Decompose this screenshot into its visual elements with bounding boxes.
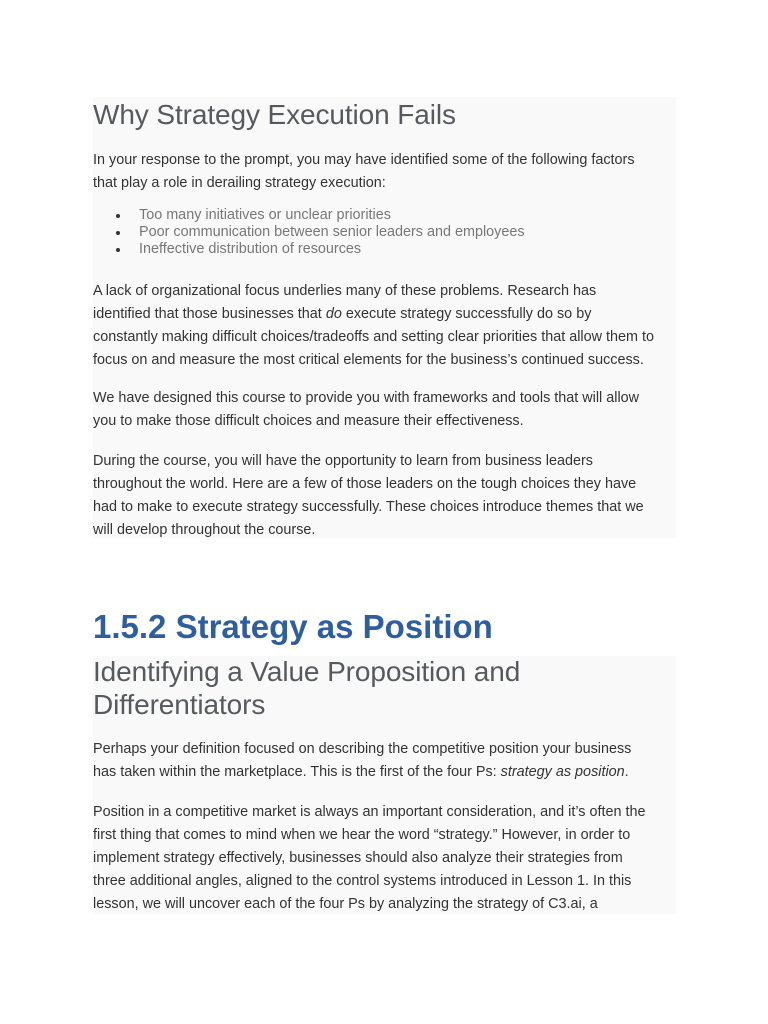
focus-paragraph	[93, 280, 676, 372]
text-line: execute strategy successfully do so by	[341, 306, 592, 322]
list-item-text: Ineffective distribution of resources	[139, 241, 362, 257]
text-line: had to make to execute strategy successfully. These choices introduce themes that we	[93, 499, 644, 515]
text-line: In your response to the prompt, you may have identified some of the following factors	[93, 152, 635, 168]
text-line: lesson, we will uncover each of the four Ps by analyzing the strategy of C3.ai, a	[93, 896, 598, 912]
text-line: that play a role in derailing strategy execution:	[93, 175, 386, 191]
text-line: three additional angles, aligned to the control systems introduced in Lesson 1. In this	[93, 873, 632, 889]
strategy-execution-section	[93, 97, 676, 538]
heading-line: Differentiators	[93, 689, 266, 720]
course-paragraph	[93, 387, 676, 433]
text-line: A lack of organizational focus underlies many of these problems. Research has	[93, 283, 597, 299]
text-line: implement strategy effectively, businesses should also analyze their strategies from	[93, 850, 623, 866]
definition-paragraph	[93, 738, 676, 784]
text-line: will develop throughout the course.	[93, 522, 316, 538]
text-line: .	[624, 764, 629, 780]
emphasis-text: do	[325, 306, 342, 322]
text-line: Perhaps your definition focused on describing the competitive position your business	[93, 741, 632, 757]
intro-paragraph	[93, 149, 676, 195]
list-item	[139, 207, 659, 224]
section-title: 1.5.2 Strategy as Position	[93, 608, 493, 645]
text-line: focus on and measure the most critical elements for the business’s continued success.	[93, 352, 644, 368]
emphasis-text: strategy as position	[500, 764, 625, 780]
section-heading: Why Strategy Execution Fails	[93, 99, 456, 130]
text-line: throughout the world. Here are a few of those leaders on the tough choices they have	[93, 476, 637, 492]
text-line: has taken within the marketplace. This is the first of the four Ps:	[93, 764, 501, 780]
text-line: During the course, you will have the opportunity to learn from business leaders	[93, 453, 593, 469]
bullet-icon	[116, 214, 120, 218]
list-item	[139, 224, 659, 241]
factors-list	[93, 207, 659, 258]
text-line: first thing that comes to mind when we hear the word “strategy.” However, in order to	[93, 827, 631, 843]
text-line: We have designed this course to provide you with frameworks and tools that will allow	[93, 390, 640, 406]
section-subheading	[93, 656, 520, 721]
strategy-position-section	[93, 656, 676, 914]
text-line: Position in a competitive market is always an important consideration, and it’s often the	[93, 804, 646, 820]
leaders-paragraph	[93, 450, 676, 542]
heading-line: Identifying a Value Proposition and	[93, 656, 521, 687]
list-item-text: Too many initiatives or unclear priorities	[139, 207, 391, 223]
position-paragraph	[93, 801, 676, 914]
bullet-icon	[116, 248, 120, 252]
list-item	[139, 241, 659, 258]
text-line: constantly making difficult choices/tradeoffs and setting clear priorities that allow them to	[93, 329, 654, 345]
list-item-text: Poor communication between senior leaders and employees	[139, 224, 525, 240]
bullet-icon	[116, 231, 120, 235]
text-line: identified that those businesses that	[93, 306, 326, 322]
text-line: you to make those difficult choices and measure their effectiveness.	[93, 413, 524, 429]
